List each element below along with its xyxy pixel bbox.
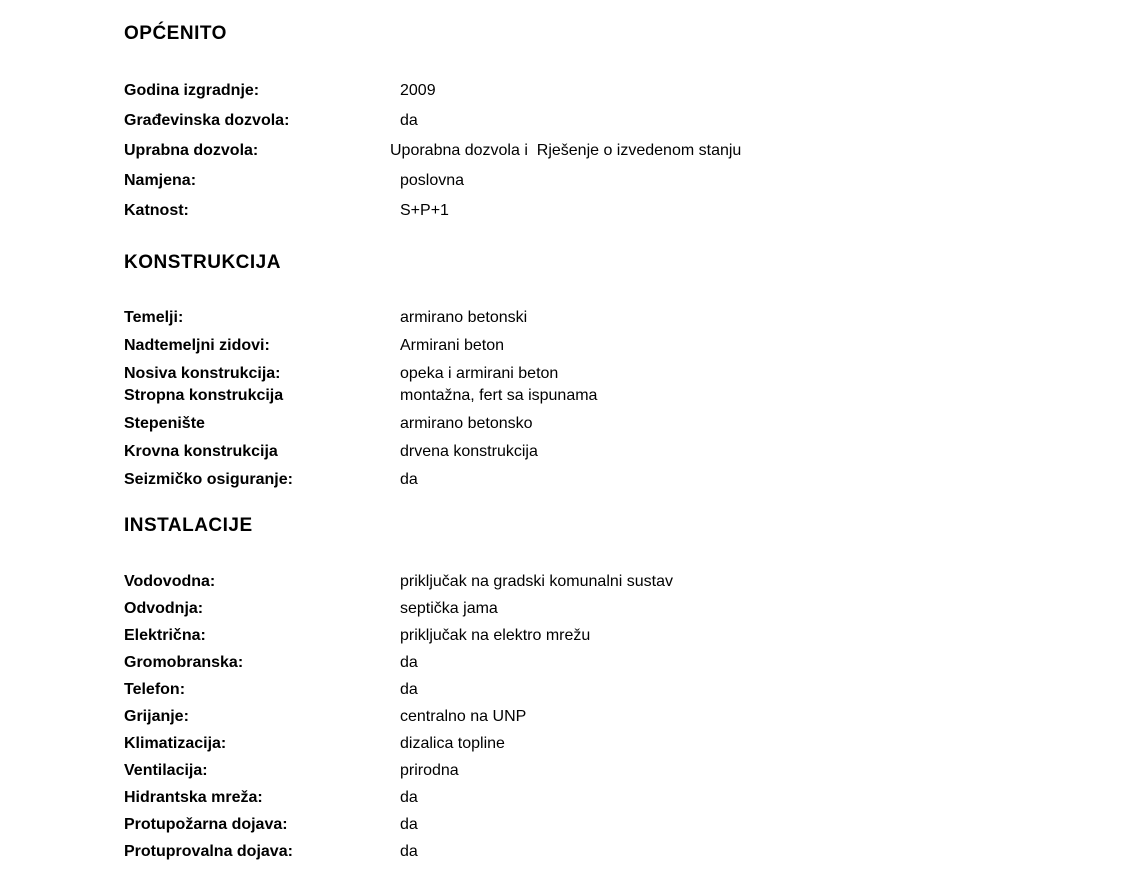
field-row-uprabna-dozvola — [124, 141, 1082, 160]
field-row-grijanje — [124, 707, 1082, 726]
field-label: Protupožarna dojava: — [124, 816, 288, 833]
section-title-konstrukcija: KONSTRUKCIJA — [124, 252, 281, 273]
field-value: prirodna — [400, 762, 459, 779]
field-row-gradevinska-dozvola — [124, 111, 1082, 130]
field-row-godina-izgradnje — [124, 81, 1082, 100]
field-label: Hidrantska mreža: — [124, 789, 263, 806]
field-label: Ventilacija: — [124, 762, 208, 779]
field-value: 2009 — [400, 82, 436, 99]
field-row-protupozarna-dojava — [124, 815, 1082, 834]
field-value: da — [400, 816, 418, 833]
field-label: Nadtemeljni zidovi: — [124, 337, 270, 354]
field-row-vodovodna — [124, 572, 1082, 591]
field-row-stropna-konstrukcija — [124, 386, 1082, 405]
field-label: Klimatizacija: — [124, 735, 227, 752]
field-value: da — [400, 843, 418, 860]
field-value: da — [400, 789, 418, 806]
field-row-odvodnja — [124, 599, 1082, 618]
field-value: dizalica topline — [400, 735, 505, 752]
field-value: opeka i armirani beton — [400, 365, 559, 382]
field-value: da — [400, 681, 418, 698]
field-row-nadtemeljni-zidovi — [124, 336, 1082, 355]
section-instalacije — [124, 515, 1082, 861]
field-label: Nosiva konstrukcija: — [124, 365, 281, 382]
field-value: poslovna — [400, 172, 465, 189]
section-title-opcenito: OPĆENITO — [124, 23, 227, 44]
field-value: da — [400, 471, 418, 488]
field-value: Armirani beton — [400, 337, 505, 354]
field-value: da — [400, 654, 418, 671]
field-row-katnost — [124, 201, 1082, 220]
field-row-hidrantska-mreza — [124, 788, 1082, 807]
field-label: Protuprovalna dojava: — [124, 843, 293, 860]
section-konstrukcija — [124, 252, 1082, 489]
field-label: Vodovodna: — [124, 573, 216, 590]
field-value: armirano betonski — [400, 309, 528, 326]
field-label: Stepenište — [124, 415, 205, 432]
field-label: Električna: — [124, 627, 206, 644]
field-row-stepeniste — [124, 414, 1082, 433]
field-value: drvena konstrukcija — [400, 443, 538, 460]
field-value: centralno na UNP — [400, 708, 527, 725]
field-value: S+P+1 — [400, 202, 449, 219]
field-value: Uporabna dozvola i Rješenje o izvedenom stanju — [390, 142, 742, 159]
field-label: Gromobranska: — [124, 654, 244, 671]
field-row-seizmicko-osiguranje — [124, 470, 1082, 489]
field-label: Krovna konstrukcija — [124, 443, 278, 460]
field-label: Seizmičko osiguranje: — [124, 471, 293, 488]
field-row-elektricna — [124, 626, 1082, 645]
field-row-gromobranska — [124, 653, 1082, 672]
field-value: armirano betonsko — [400, 415, 533, 432]
field-label: Odvodnja: — [124, 600, 204, 617]
field-label: Telefon: — [124, 681, 186, 698]
field-label: Godina izgradnje: — [124, 82, 260, 99]
field-row-ventilacija — [124, 761, 1082, 780]
field-value: montažna, fert sa ispunama — [400, 387, 598, 404]
field-label: Katnost: — [124, 202, 189, 219]
field-row-klimatizacija — [124, 734, 1082, 753]
field-label: Građevinska dozvola: — [124, 112, 290, 129]
field-value: septička jama — [400, 600, 498, 617]
field-row-namjena — [124, 171, 1082, 190]
field-label: Grijanje: — [124, 708, 189, 725]
field-row-telefon — [124, 680, 1082, 699]
field-row-nosiva-konstrukcija — [124, 364, 1082, 383]
field-row-temelji — [124, 308, 1082, 327]
field-row-krovna-konstrukcija — [124, 442, 1082, 461]
field-value: priključak na elektro mrežu — [400, 627, 591, 644]
field-value: da — [400, 112, 418, 129]
field-value: priključak na gradski komunalni sustav — [400, 573, 674, 590]
field-label: Stropna konstrukcija — [124, 387, 284, 404]
section-opcenito — [124, 23, 1082, 220]
field-label: Temelji: — [124, 309, 184, 326]
field-row-protuprovalna-dojava — [124, 842, 1082, 861]
field-label: Namjena: — [124, 172, 197, 189]
section-title-instalacije: INSTALACIJE — [124, 515, 253, 536]
field-label: Uprabna dozvola: — [124, 142, 259, 159]
